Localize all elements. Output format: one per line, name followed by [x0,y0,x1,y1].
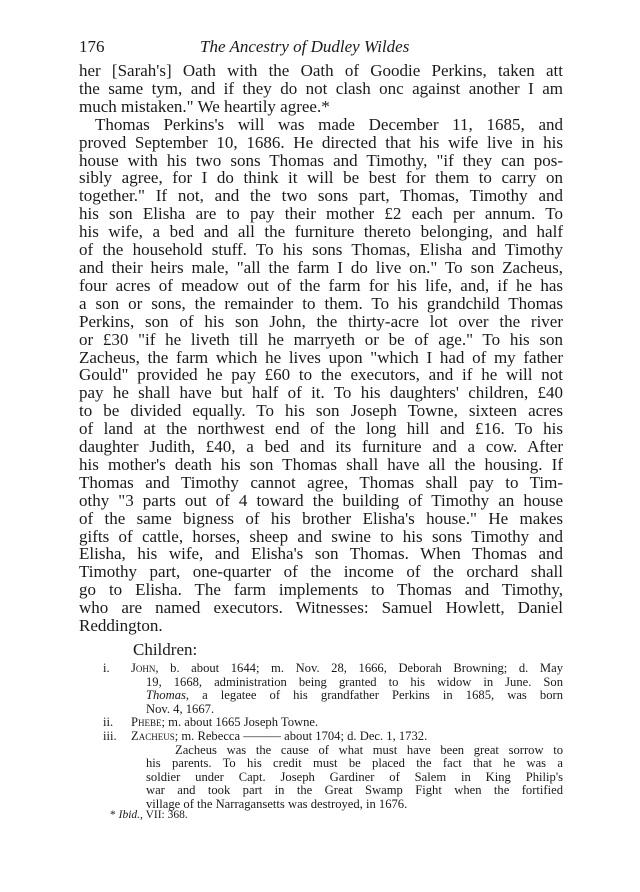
text-line: his wife, a bed and all the furniture thereto belonging, and half [79,222,563,242]
text-line: her [Sarah's] Oath with the Oath of Goodie Perkins, taken att [79,61,563,80]
child-line: village of the Narragansetts was destroyed, in 1676. [146,796,408,811]
child-line: 19, 1668, administration being granted to his widow in June. Son [146,674,563,689]
child-line: Nov. 4, 1667. [146,701,215,716]
page-number: 176 [79,37,105,56]
child-line: Zacheus was the cause of what must have been great sorrow to [175,742,563,757]
text-line: Timothy part, one-quarter of the income of the orchard shall [79,562,563,582]
child-line: soldier under Capt. Joseph Gardiner of Salem in King Philip's [146,769,563,784]
text-line: to be divided equally. To his son Joseph Towne, sixteen acres [79,401,563,421]
body-text [79,62,563,635]
child-numeral: i. [103,661,110,675]
text-line: sibly agree, for I do think it will be best for them to carry on [79,168,563,188]
text-line: go to Elisha. The farm implements to Thomas and Timothy, [79,580,563,600]
child-name: Phebe [131,715,162,730]
text-line: Thomas Perkins's will was made December 11, 1685, and [95,114,563,134]
footnote-source: Ibid. [118,809,141,821]
text-line: Reddington. [79,616,163,636]
child-text: ; m. about 1665 Joseph Towne. [161,715,319,730]
child-name: John [131,661,156,675]
text-line: othy "3 parts out of 4 toward the building of Timothy an house [79,490,563,510]
child-line [131,662,563,676]
text-line: pay he shall have but half of it. To his daughters' children, £40 [79,383,563,403]
child-line: his parents. To his credit must be placed the fact that he was a [146,756,563,771]
text-line: the same tym, and if they do not clash onc against another I am [79,78,563,98]
child-entry [103,716,563,730]
child-text: Thomas, a legatee of his grandfather Perkins in 1685, was born [146,688,563,703]
text-line: Thomas and Timothy cannot agree, Thomas shall pay to Tim- [79,472,563,492]
child-line: war and took part in the Great Swamp Fight when the fortified [146,783,563,798]
child-entry [103,662,563,716]
text-line: gifts of cattle, horses, sheep and swine to his sons Timothy and [79,526,563,546]
child-line [131,716,563,730]
text-line: a son or sons, the remainder to them. To his grandchild Thomas [79,293,563,313]
text-line: his mother's death his son Thomas shall have all the housing. If [79,454,563,474]
text-line: proved September 10, 1686. He directed that his wife live in his [79,132,563,152]
text-line: who are named executors. Witnesses: Samuel Howlett, Daniel [79,598,563,618]
children-list [103,662,563,812]
text-line: of land at the northwest end of the long hill and £16. To his [79,419,563,439]
text-line: Perkins, son of his son John, the thirty-acre lot over the river [79,311,563,331]
child-numeral: ii. [103,715,114,730]
child-numeral: iii. [103,728,117,743]
child-entry [103,730,563,812]
text-line: house with his two sons Thomas and Timothy, "if they can pos- [79,150,563,170]
text-line: his son Elisha are to pay their mother £2 each per annum. To [79,204,563,224]
child-text: , b. about 1644; m. Nov. 28, 1666, Deborah Browning; d. May [155,661,563,675]
text-line: daughter Judith, £40, a bed and its furniture and a cow. After [79,437,563,457]
text-line: much mistaken." We heartily agree.* [79,96,330,116]
text-line: four acres of meadow out of the farm for his life, and, if he has [79,275,563,295]
footnote-ref: , VII: 368. [140,809,188,821]
text-line: of the household stuff. To his sons Thomas, Elisha and Timothy [79,240,563,260]
child-line [131,689,563,703]
footnote-marker: * [110,809,119,821]
text-line: and their heirs male, "all the farm I do live on." To son Zacheus, [79,257,563,277]
text-line: together." If not, and the two sons part, Thomas, Timothy and [79,186,563,206]
child-text: ; m. Rebecca ——— about 1704; d. Dec. 1, 1732. [174,728,428,743]
child-name: Zacheus [131,728,175,743]
text-line: of the same bigness of his brother Elisha's house." He makes [79,508,563,528]
text-line: Elisha, his wife, and Elisha's son Thomas. When Thomas and [79,544,563,564]
footnote [110,809,188,821]
children-heading: Children: [133,640,198,659]
child-line [131,730,563,744]
text-line: Zacheus, the farm which he lives upon "which I had of my father [79,347,563,367]
text-line: or £30 "if he liveth till he marryeth or be of age." To his son [79,329,563,349]
running-head: The Ancestry of Dudley Wildes [200,37,410,56]
text-line: Gould" provided he pay £60 to the executors, and if he will not [79,365,563,385]
